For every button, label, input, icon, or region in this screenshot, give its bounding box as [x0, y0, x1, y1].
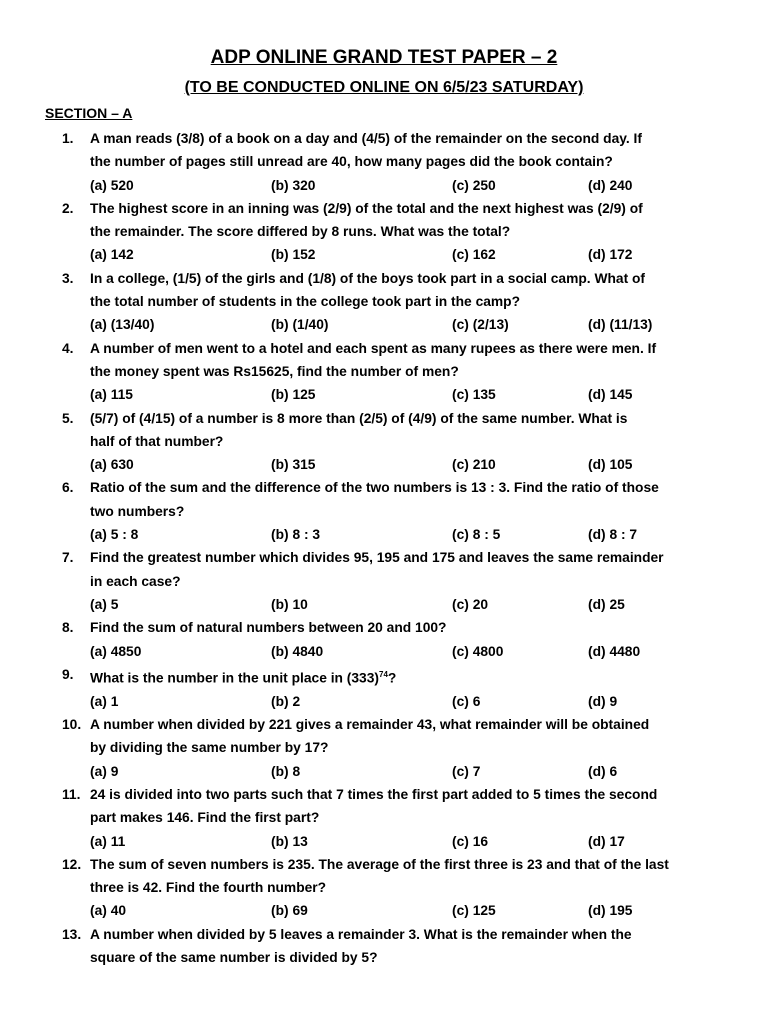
question-item — [62, 663, 722, 713]
answer-options — [90, 593, 722, 616]
question-line: A number when divided by 221 gives a remainder 43, what remainder will be obtained — [90, 717, 650, 733]
question-text — [90, 476, 722, 546]
question-text — [90, 127, 722, 197]
answer-options — [90, 453, 722, 476]
option-a: (a) 11 — [90, 833, 126, 849]
question-item — [62, 197, 722, 267]
option-c: (c) 210 — [452, 457, 496, 473]
option-b: (b) 315 — [271, 457, 316, 473]
answer-options — [90, 830, 722, 853]
option-b: (b) 13 — [271, 833, 308, 849]
question-item — [62, 337, 722, 407]
question-number: 8. — [62, 620, 74, 636]
option-d: (d) 6 — [588, 763, 618, 779]
option-c: (c) 6 — [452, 693, 481, 709]
option-b: (b) 10 — [271, 596, 308, 612]
question-item — [62, 783, 722, 853]
section-heading: SECTION – A — [45, 105, 133, 121]
option-a: (a) 4850 — [90, 643, 142, 659]
question-line: part makes 146. Find the first part? — [90, 810, 320, 826]
question-text — [90, 616, 722, 663]
option-b: (b) (1/40) — [271, 317, 329, 333]
question-text — [90, 783, 722, 853]
question-line: (5/7) of (4/15) of a number is 8 more than (2/5) of (4/9) of the same number. What is — [90, 410, 628, 426]
question-item — [62, 267, 722, 337]
option-b: (b) 8 : 3 — [271, 527, 321, 543]
question-list — [62, 127, 722, 969]
question-line: by dividing the same number by 17? — [90, 740, 329, 756]
question-line: three is 42. Find the fourth number? — [90, 880, 327, 896]
page-title: ADP ONLINE GRAND TEST PAPER – 2 — [210, 47, 558, 68]
question-item — [62, 616, 722, 663]
question-number: 6. — [62, 480, 74, 496]
question-number: 10. — [62, 717, 82, 733]
question-line: The sum of seven numbers is 235. The average of the first three is 23 and that of the last — [90, 856, 669, 872]
question-item — [62, 713, 722, 783]
question-line: the money spent was Rs15625, find the number of men? — [90, 363, 459, 379]
option-a: (a) 630 — [90, 457, 134, 473]
question-text — [90, 197, 722, 267]
question-line: Find the sum of natural numbers between 20 and 100? — [90, 620, 447, 636]
option-b: (b) 8 — [271, 763, 301, 779]
option-a: (a) 1 — [90, 693, 119, 709]
option-d: (d) 17 — [588, 833, 625, 849]
question-number: 1. — [62, 131, 74, 146]
question-number: 9. — [62, 666, 74, 682]
question-text — [90, 267, 722, 337]
question-number: 2. — [62, 200, 74, 216]
option-c: (c) 8 : 5 — [452, 527, 501, 543]
question-text — [90, 663, 722, 713]
question-line: A number when divided by 5 leaves a remainder 3. What is the remainder when the — [90, 926, 632, 942]
page-subtitle: (TO BE CONDUCTED ONLINE ON 6/5/23 SATURDAY) — [184, 79, 584, 96]
option-c: (c) 20 — [452, 596, 489, 612]
question-number: 5. — [62, 410, 74, 426]
option-d: (d) 4480 — [588, 643, 641, 659]
question-number: 7. — [62, 550, 74, 566]
question-text — [90, 337, 722, 407]
question-text — [90, 923, 722, 970]
question-line: in each case? — [90, 573, 181, 589]
option-d: (d) 172 — [588, 247, 633, 263]
question-text — [90, 546, 722, 616]
option-a: (a) 115 — [90, 387, 133, 403]
option-b: (b) 69 — [271, 903, 308, 919]
question-line: the number of pages still unread are 40, how many pages did the book contain? — [90, 154, 613, 170]
question-number: 3. — [62, 270, 74, 286]
option-a: (a) 5 : 8 — [90, 527, 139, 543]
question-line: the total number of students in the college took part in the camp? — [90, 294, 521, 310]
question-line: A man reads (3/8) of a book on a day and (4/5) of the remainder on the second day. If — [90, 131, 642, 146]
question-line: In a college, (1/5) of the girls and (1/8) of the boys took part in a social camp. What of — [90, 270, 646, 286]
option-c: (c) 135 — [452, 387, 496, 403]
option-a: (a) 9 — [90, 763, 119, 779]
question-item — [62, 853, 722, 923]
option-a: (a) 142 — [90, 247, 134, 263]
option-c: (c) 125 — [452, 903, 496, 919]
option-b: (b) 4840 — [271, 643, 324, 659]
option-d: (d) 8 : 7 — [588, 527, 638, 543]
answer-options — [90, 383, 722, 406]
question-number: 4. — [62, 340, 74, 356]
question-number: 11. — [62, 786, 81, 802]
option-c: (c) 4800 — [452, 643, 504, 659]
option-d: (d) 240 — [588, 177, 633, 193]
option-c: (c) (2/13) — [452, 317, 509, 333]
option-b: (b) 125 — [271, 387, 316, 403]
question-text — [90, 407, 722, 477]
option-b: (b) 320 — [271, 177, 316, 193]
question-line: What is the number in the unit place in $(333)^{74}$? — [90, 669, 397, 686]
question-line: 24 is divided into two parts such that 7 times the first part added to 5 times the second — [90, 786, 658, 802]
question-text — [90, 713, 722, 783]
option-a: (a) 40 — [90, 903, 127, 919]
option-a: (a) (13/40) — [90, 317, 155, 333]
option-a: (a) 520 — [90, 177, 134, 193]
question-item — [62, 407, 722, 477]
question-line: Ratio of the sum and the difference of the two numbers is 13 : 3. Find the ratio of those — [90, 480, 659, 496]
answer-options — [90, 899, 722, 922]
answer-options — [90, 243, 722, 266]
option-c: (c) 16 — [452, 833, 489, 849]
question-line: The highest score in an inning was (2/9) of the total and the next highest was (2/9) of — [90, 200, 643, 216]
question-item — [62, 923, 722, 970]
option-d: (d) 105 — [588, 457, 633, 473]
option-d: (d) 195 — [588, 903, 633, 919]
question-line: square of the same number is divided by 5? — [90, 949, 378, 965]
answer-options — [90, 523, 722, 546]
question-number: 12. — [62, 856, 82, 872]
question-number: 13. — [62, 926, 82, 942]
answer-options — [90, 690, 722, 713]
question-text — [90, 853, 722, 923]
exponent: 74 — [379, 669, 388, 679]
option-c: (c) 250 — [452, 177, 496, 193]
option-d: (d) 145 — [588, 387, 633, 403]
answer-options — [90, 174, 722, 197]
question-line: half of that number? — [90, 433, 224, 449]
answer-options — [90, 760, 722, 783]
option-c: (c) 7 — [452, 763, 481, 779]
option-d: (d) 9 — [588, 693, 618, 709]
question-item — [62, 546, 722, 616]
question-line: the remainder. The score differed by 8 runs. What was the total? — [90, 224, 511, 240]
option-d: (d) (11/13) — [588, 317, 653, 333]
option-b: (b) 2 — [271, 693, 301, 709]
question-item — [62, 476, 722, 546]
option-c: (c) 162 — [452, 247, 496, 263]
question-line: two numbers? — [90, 503, 185, 519]
option-b: (b) 152 — [271, 247, 316, 263]
question-item — [62, 127, 722, 197]
answer-options — [90, 640, 722, 663]
option-a: (a) 5 — [90, 596, 119, 612]
question-line: A number of men went to a hotel and each spent as many rupees as there were men. If — [90, 340, 657, 356]
option-d: (d) 25 — [588, 596, 625, 612]
question-line: Find the greatest number which divides 95, 195 and 175 and leaves the same remainder — [90, 550, 664, 566]
answer-options — [90, 313, 722, 336]
